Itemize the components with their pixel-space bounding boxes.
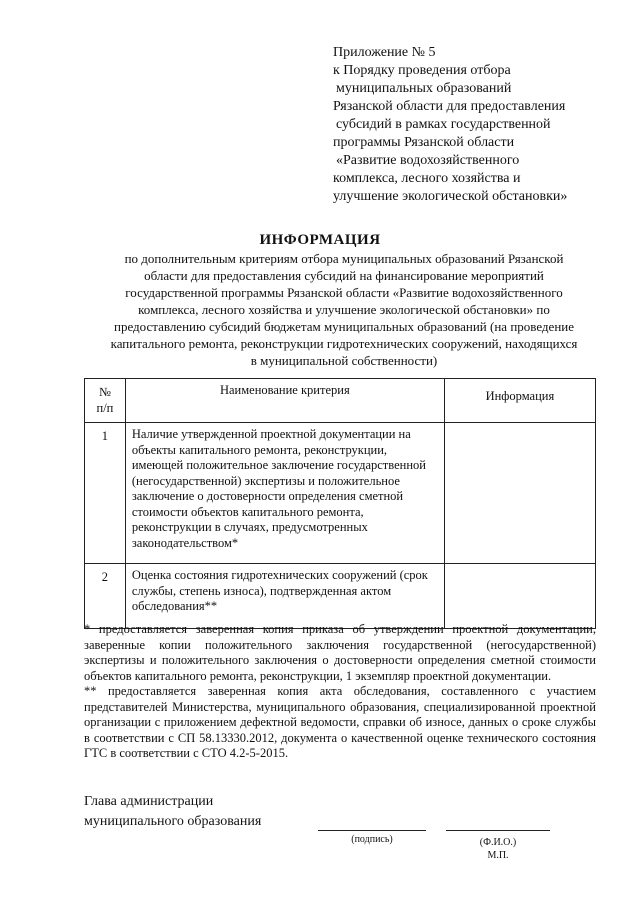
signatory-title-line1: Глава администрации	[84, 794, 214, 809]
annex-line: «Развитие водохозяйственного	[336, 153, 520, 168]
criterion-line: реконструкции в случаях, предусмотренных	[131, 520, 368, 534]
intro-line: области для предоставления субсидий на финансирование мероприятий	[144, 268, 544, 283]
footnote-1: * предоставляется заверенная копия приказа об утверждении проектной документации, заверенные копии положительного заключения государственной (негосударственной) экспертизы и положительного заключения о достоверности определения сметной стоимости объектов капитального ремонта, реконструкции, 1 экземпляр проектной документации.	[84, 622, 596, 683]
header-criterion: Наименование критерия	[125, 379, 444, 423]
row-criterion	[125, 423, 444, 564]
signature-line	[318, 830, 426, 831]
annex-line: муниципальных образований	[336, 81, 512, 96]
criterion-line: обследования**	[131, 599, 218, 613]
annex-line: улучшение экологической обстановки»	[333, 189, 568, 204]
header-num	[85, 379, 126, 423]
criterion-line: объекты капитального ремонта, реконструкции,	[131, 442, 388, 457]
footnote-2: ** предоставляется заверенная копия акта обследования, составленного с участием представителей Министерства, муниципального образования, специализированной проектной организации с приложением дефектной ведомости, справки об износе, данных о сроке службы в соответствии с СП 58.13330.2012, документа о качественной оценке технического состояния ГТС в соответствии с СТО 4.2-5-2015.	[84, 684, 596, 760]
criterion-line: законодательством*	[131, 535, 239, 550]
seal-label: М.П.	[487, 850, 509, 861]
name-label: (Ф.И.О.)	[479, 837, 517, 848]
row-info	[444, 423, 595, 564]
criterion-line: имеющей положительное заключение государственной	[131, 458, 426, 472]
annex-line: программы Рязанской области	[333, 135, 515, 150]
table-row	[85, 564, 596, 629]
criterion-line: заключение о достоверности определения сметной	[131, 489, 404, 503]
annex-line: Приложение № 5	[333, 45, 436, 60]
footnotes	[84, 622, 596, 762]
row-info	[444, 564, 595, 629]
annex-header	[333, 44, 633, 206]
intro-line: в муниципальной собственности)	[250, 353, 438, 368]
criterion-line: Наличие утвержденной проектной документации на	[131, 427, 411, 441]
header-info: Информация	[444, 379, 595, 423]
table-header-row	[85, 379, 596, 423]
name-line	[446, 830, 550, 831]
header-num-line2: п/п	[96, 400, 114, 415]
intro-line: по дополнительным критериям отбора муниципальных образований Рязанской	[124, 251, 564, 266]
annex-line: субсидий в рамках государственной	[336, 117, 551, 132]
document-intro	[84, 250, 604, 369]
annex-line: Рязанской области для предоставления	[333, 99, 566, 114]
table-row	[85, 423, 596, 564]
annex-line: к Порядку проведения отбора	[333, 63, 511, 78]
intro-line: предоставлению субсидий бюджетам муниципальных образований (на проведение	[113, 319, 574, 334]
row-criterion	[125, 564, 444, 629]
criterion-line: (негосударственной) экспертизы и положительное	[131, 473, 400, 488]
signature-label: (подпись)	[351, 834, 393, 845]
row-num: 2	[85, 564, 126, 629]
intro-line: комплекса, лесного хозяйства и улучшение экологической обстановки» по	[138, 302, 550, 317]
document-title: ИНФОРМАЦИЯ	[259, 232, 381, 248]
criterion-line: службы, степень износа), подтвержденная актом	[131, 583, 392, 598]
annex-line: комплекса, лесного хозяйства и	[333, 171, 521, 186]
criteria-table	[84, 378, 596, 629]
intro-line: государственной программы Рязанской области «Развитие водохозяйственного	[125, 285, 563, 300]
header-num-line1: №	[98, 385, 111, 399]
criterion-line: Оценка состояния гидротехнических сооружений (срок	[131, 568, 428, 582]
row-num: 1	[85, 423, 126, 564]
intro-line: капитального ремонта, реконструкции гидротехнических сооружений, находящихся	[110, 336, 578, 351]
signature-block	[84, 792, 261, 832]
criterion-line: стоимости объектов капитального ремонта,	[131, 504, 364, 519]
signatory-title-line2: муниципального образования	[84, 814, 262, 829]
